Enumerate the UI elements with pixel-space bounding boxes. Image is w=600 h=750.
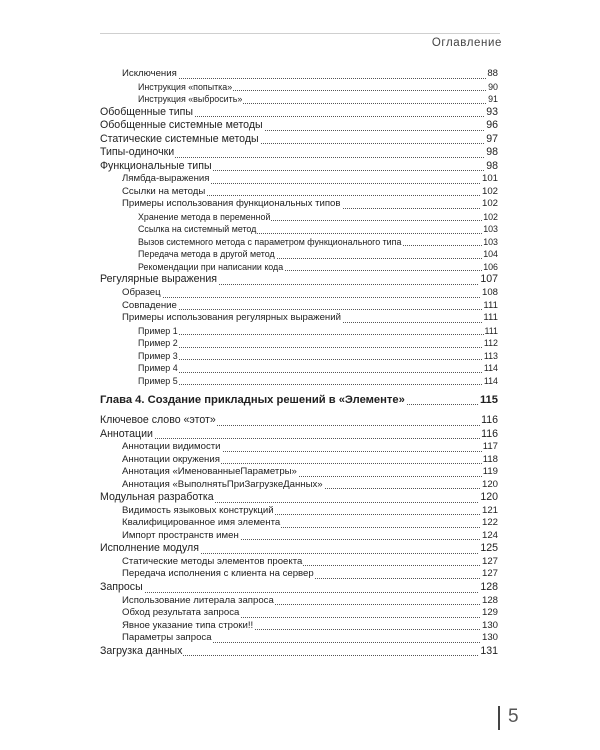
toc-entry[interactable] [100, 93, 498, 106]
toc-entry-title: Примеры использования регулярных выражений [122, 312, 341, 324]
toc-entry[interactable] [100, 491, 498, 505]
toc-entry[interactable] [100, 556, 498, 569]
toc-entry-title: Ключевое слово «этот» [100, 414, 216, 427]
toc-entry-page: 128 [480, 580, 498, 593]
toc-entry-page: 96 [486, 119, 498, 132]
toc-entry[interactable] [100, 466, 498, 479]
chapter-gap [100, 387, 498, 394]
toc-entry-title: Типы-одиночки [100, 146, 175, 159]
toc-entry-page: 113 [483, 350, 498, 361]
toc-entry[interactable] [100, 325, 498, 338]
toc-entry-page: 111 [484, 325, 498, 336]
toc-entry[interactable] [100, 568, 498, 581]
chapter-gap [100, 407, 498, 414]
toc-entry-title: Исключения [122, 68, 177, 79]
toc-entry-title: Совпадение [122, 299, 177, 311]
toc-entry-title: Глава 4. Создание прикладных решений в «Элементе» [100, 394, 405, 407]
toc-entry-title: Запросы [100, 580, 143, 593]
toc-entry-page: 114 [483, 375, 498, 386]
toc-entry-page: 106 [483, 261, 498, 272]
toc-entry[interactable] [100, 211, 498, 224]
toc-entry-title: Статические методы элементов проекта [122, 555, 303, 567]
toc-entry-page: 102 [481, 185, 498, 197]
toc-entry[interactable] [100, 350, 498, 363]
toc-entry[interactable] [100, 81, 498, 94]
toc-entry-page: 130 [481, 619, 498, 631]
toc-entry-title: Обобщенные системные методы [100, 119, 263, 132]
toc-entry[interactable] [100, 632, 498, 645]
header-rule [100, 33, 500, 34]
toc-entry-page: 88 [487, 68, 498, 79]
toc-entry-title: Аннотация «ВыполнятьПриЗагрузкеДанных» [122, 478, 323, 490]
toc-entry-title: Исполнение модуля [100, 542, 199, 555]
dot-leader [138, 372, 498, 373]
toc-entry-title: Использование литерала запроса [122, 594, 274, 606]
toc-entry-page: 111 [483, 312, 498, 324]
toc-entry[interactable] [100, 595, 498, 608]
toc-entry-title: Пример 4 [138, 363, 178, 374]
toc-entry-title: Вызов системного метода с параметром функционального типа [138, 236, 402, 247]
toc-entry[interactable] [100, 428, 498, 442]
toc-entry[interactable] [100, 645, 498, 659]
toc-entry-page: 121 [481, 504, 498, 516]
toc-entry-title: Импорт пространств имен [122, 529, 239, 541]
toc-entry-page: 111 [483, 299, 498, 311]
toc-entry-page: 103 [483, 224, 498, 235]
toc-entry-title: Пример 3 [138, 350, 178, 361]
toc-entry-title: Ссылка на системный метод [138, 224, 257, 235]
toc-entry-page: 120 [481, 478, 498, 490]
toc-entry[interactable] [100, 248, 498, 261]
toc-entry-page: 98 [486, 159, 498, 172]
toc-entry-title: Пример 1 [138, 325, 178, 336]
toc-entry-page: 90 [488, 81, 498, 92]
running-header: Оглавление [431, 37, 502, 49]
toc-entry-title: Видимость языковых конструкций [122, 504, 274, 516]
dot-leader [122, 78, 498, 79]
toc-entry-title: Лямбда-выражения [122, 173, 210, 185]
toc-entry-page: 127 [481, 568, 498, 580]
toc-entry-title: Инструкция «попытка» [138, 81, 233, 92]
toc-entry-page: 124 [481, 529, 498, 541]
toc-entry-page: 102 [481, 198, 498, 210]
dot-leader [138, 347, 498, 348]
dot-leader [100, 592, 498, 593]
dot-leader [138, 334, 498, 335]
toc-entry-page: 93 [486, 105, 498, 118]
toc-entry-page: 102 [483, 211, 498, 222]
table-of-contents [100, 68, 498, 658]
toc-entry-title: Образец [122, 287, 161, 299]
toc-entry[interactable] [100, 160, 498, 174]
toc-entry[interactable] [100, 581, 498, 595]
toc-entry[interactable] [100, 133, 498, 147]
toc-entry[interactable] [100, 300, 498, 313]
dot-leader [122, 309, 498, 310]
toc-entry-title: Аннотации [100, 427, 153, 440]
toc-entry-page: 119 [482, 466, 498, 478]
toc-entry-title: Ссылки на методы [122, 185, 206, 197]
toc-entry[interactable] [100, 223, 498, 236]
toc-entry[interactable] [100, 375, 498, 388]
toc-entry[interactable] [100, 362, 498, 375]
page-number: 5 [508, 706, 520, 727]
toc-entry-title: Функциональные типы [100, 159, 212, 172]
toc-entry[interactable] [100, 68, 498, 81]
dot-leader [138, 384, 498, 385]
toc-entry[interactable] [100, 337, 498, 350]
toc-entry-title: Рекомендации при написании кода [138, 261, 284, 272]
toc-entry[interactable] [100, 236, 498, 249]
toc-entry[interactable] [100, 273, 498, 287]
toc-entry-page: 117 [482, 441, 498, 453]
toc-entry-title: Статические системные методы [100, 132, 259, 145]
toc-entry[interactable] [100, 287, 498, 300]
dot-leader [100, 438, 498, 439]
toc-entry-title: Хранение метода в переменной [138, 211, 271, 222]
page-number-divider [498, 706, 500, 730]
toc-entry-page: 91 [488, 94, 498, 104]
toc-entry[interactable] [100, 146, 498, 160]
toc-entry-page: 112 [483, 338, 498, 349]
toc-entry-page: 125 [480, 542, 498, 555]
toc-chapter-entry[interactable] [100, 394, 498, 407]
toc-entry[interactable] [100, 106, 498, 120]
dot-leader [138, 359, 498, 360]
toc-entry[interactable] [100, 414, 498, 428]
toc-entry-title: Квалифицированное имя элемента [122, 517, 281, 529]
toc-entry[interactable] [100, 441, 498, 454]
toc-entry-title: Инструкция «выбросить» [138, 94, 243, 104]
toc-entry-title: Пример 5 [138, 375, 178, 386]
toc-entry-title: Пример 2 [138, 338, 178, 349]
toc-entry-page: 116 [481, 427, 498, 440]
toc-entry-title: Обобщенные типы [100, 105, 194, 118]
toc-entry-page: 101 [481, 173, 498, 185]
toc-entry-title: Передача исполнения с клиента на сервер [122, 568, 314, 580]
toc-entry-page: 131 [480, 644, 498, 657]
toc-entry-page: 128 [481, 594, 498, 606]
toc-entry-title: Явное указание типа строки!! [122, 619, 254, 631]
toc-entry[interactable] [100, 542, 498, 556]
toc-entry[interactable] [100, 505, 498, 518]
toc-entry-page: 122 [481, 517, 498, 529]
toc-entry[interactable] [100, 607, 498, 620]
toc-entry-page: 108 [481, 287, 498, 299]
toc-entry-page: 120 [480, 491, 498, 504]
toc-entry-title: Загрузка данных [100, 644, 183, 657]
toc-entry[interactable] [100, 186, 498, 199]
toc-entry-page: 130 [481, 632, 498, 644]
toc-entry[interactable] [100, 620, 498, 633]
toc-entry[interactable] [100, 517, 498, 530]
toc-entry-title: Аннотации видимости [122, 441, 221, 453]
toc-entry[interactable] [100, 479, 498, 492]
toc-entry-page: 118 [482, 453, 498, 465]
toc-entry-page: 98 [486, 146, 498, 159]
toc-entry[interactable] [100, 198, 498, 211]
toc-entry[interactable] [100, 173, 498, 186]
toc-entry[interactable] [100, 530, 498, 543]
toc-entry-page: 116 [481, 414, 498, 427]
toc-entry-page: 129 [481, 607, 498, 619]
toc-entry-page: 97 [486, 132, 498, 145]
toc-entry[interactable] [100, 454, 498, 467]
toc-entry-page: 115 [479, 394, 498, 407]
toc-entry-title: Регулярные выражения [100, 273, 218, 286]
toc-entry[interactable] [100, 312, 498, 325]
toc-entry-page: 104 [483, 249, 498, 260]
toc-entry-page: 114 [483, 363, 498, 374]
toc-entry-title: Примеры использования функциональных типов [122, 198, 341, 210]
toc-entry-page: 103 [483, 236, 498, 247]
toc-entry[interactable] [100, 261, 498, 274]
toc-entry-title: Аннотации окружения [122, 453, 220, 465]
toc-entry-title: Обход результата запроса [122, 607, 240, 619]
toc-entry-title: Аннотация «ИменованныеПараметры» [122, 466, 297, 478]
dot-leader [122, 297, 498, 298]
toc-entry[interactable] [100, 119, 498, 133]
toc-entry-page: 127 [481, 555, 498, 567]
toc-entry-title: Параметры запроса [122, 632, 212, 644]
toc-entry-title: Модульная разработка [100, 491, 214, 504]
toc-entry-title: Передача метода в другой метод [138, 249, 275, 260]
toc-entry-page: 107 [480, 273, 498, 286]
